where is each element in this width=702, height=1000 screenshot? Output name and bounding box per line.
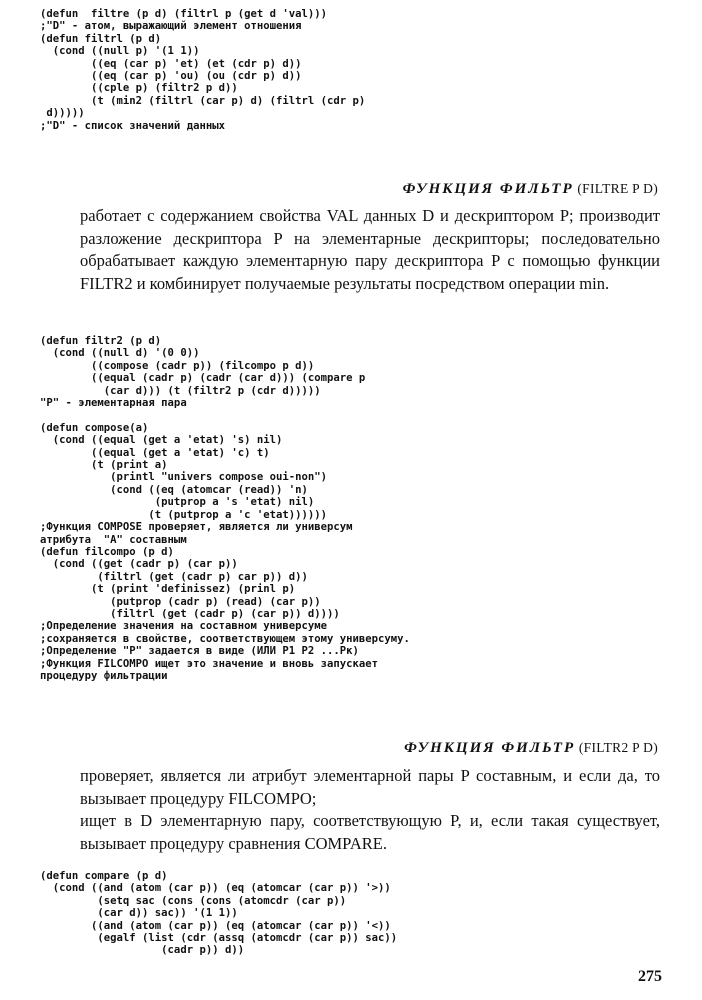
heading-filtr2 — [404, 740, 658, 757]
paragraph-filtre — [80, 205, 660, 295]
paragraph-filtr2 — [80, 765, 660, 855]
heading-function-name: ФУНКЦИЯ ФИЛЬТР — [404, 740, 576, 756]
code-block-compare: (defun compare (p d) (cond ((and (atom (car p)) (eq (atomcar (car p)) '>)) (setq sac (cons (cons (atomcdr (car p)) (car d)) sac)) '(1 1)) ((and (atom (car p)) (eq (atomcar (car p)) '<)) (egalf (list (cdr (assq (atomcdr (car p)) sac)) (cadr p)) d)) — [40, 870, 398, 957]
code-block-filtre: (defun filtre (p d) (filtrl p (get d 'val))) ;"D" - атом, выражающий элемент отношения (defun filtrl (p d) (cond ((null p) '(1 1)) ((eq (car p) 'et) (et (cdr p) d)) ((eq (car p) 'ou) (ou (cdr p) d)) ((cple p) (filtr2 p d)) (t (min2 (filtrl (car p) d) (filtrl (cdr p) d))))) ;"D" - список значений данных — [40, 8, 366, 132]
heading-function-name: ФУНКЦИЯ ФИЛЬТР — [402, 181, 574, 197]
paragraph-text: ищет в D элементарную пару, соответствующую P, и, если такая существует, вызывает процедуру сравнения COMPARE. — [80, 811, 660, 853]
paragraph-text: проверяет, является ли атрибут элементарной пары P составным, и если да, то вызывает процедуру FILCOMPO; — [80, 766, 660, 808]
heading-filtre — [403, 181, 658, 198]
heading-signature: (FILTR2 P D) — [578, 740, 658, 755]
heading-signature: (FILTRE P D) — [577, 181, 658, 196]
paragraph-text: работает с содержанием свойства VAL данных D и дескриптором P; производит разложение дескриптора P на элементарные дескрипторы; последовательно обрабатывает каждую элементарную пару дескриптора P с помощью функции FILTR2 и комбинирует получаемые результаты посредством операции min. — [80, 206, 660, 293]
page-number: 275 — [638, 968, 662, 985]
code-block-filtr2-compose-filcompo: (defun filtr2 (p d) (cond ((null d) '(0 0)) ((compose (cadr p)) (filcompo p d)) ((equal (cadr p) (cadr (car d))) (compare p (car d))) (t (filtr2 p (cdr d))))) "P" - элементарная пара (defun compose(a) (cond ((equal (get a 'etat) 's) nil) ((equal (get a 'etat) 'c) t) (t (print a) (printl "univers compose oui-non") (cond ((eq (atomcar (read)) 'n) (putprop a 's 'etat) nil) (t (putprop a 'c 'etat)))))) ;Функция COMPOSE проверяет, является ли универсум атрибута "A" составным (defun filcompo (p d) (cond ((get (cadr p) (car p)) (filtrl (get (cadr p) car p)) d)) (t (print 'definissez) (prinl p) (putprop (cadr p) (read) (car p)) (filtrl (get (cadr p) (car p)) d)))) ;Определение значения на составном универсуме ;сохраняется в свойстве, соответствующем этому универсуму. ;Определение "P" задается в виде (ИЛИ P1 P2 ...Pк) ;Функция FILCOMPO ищет это значение и вновь запускает процедуру фильтрации — [40, 335, 410, 682]
